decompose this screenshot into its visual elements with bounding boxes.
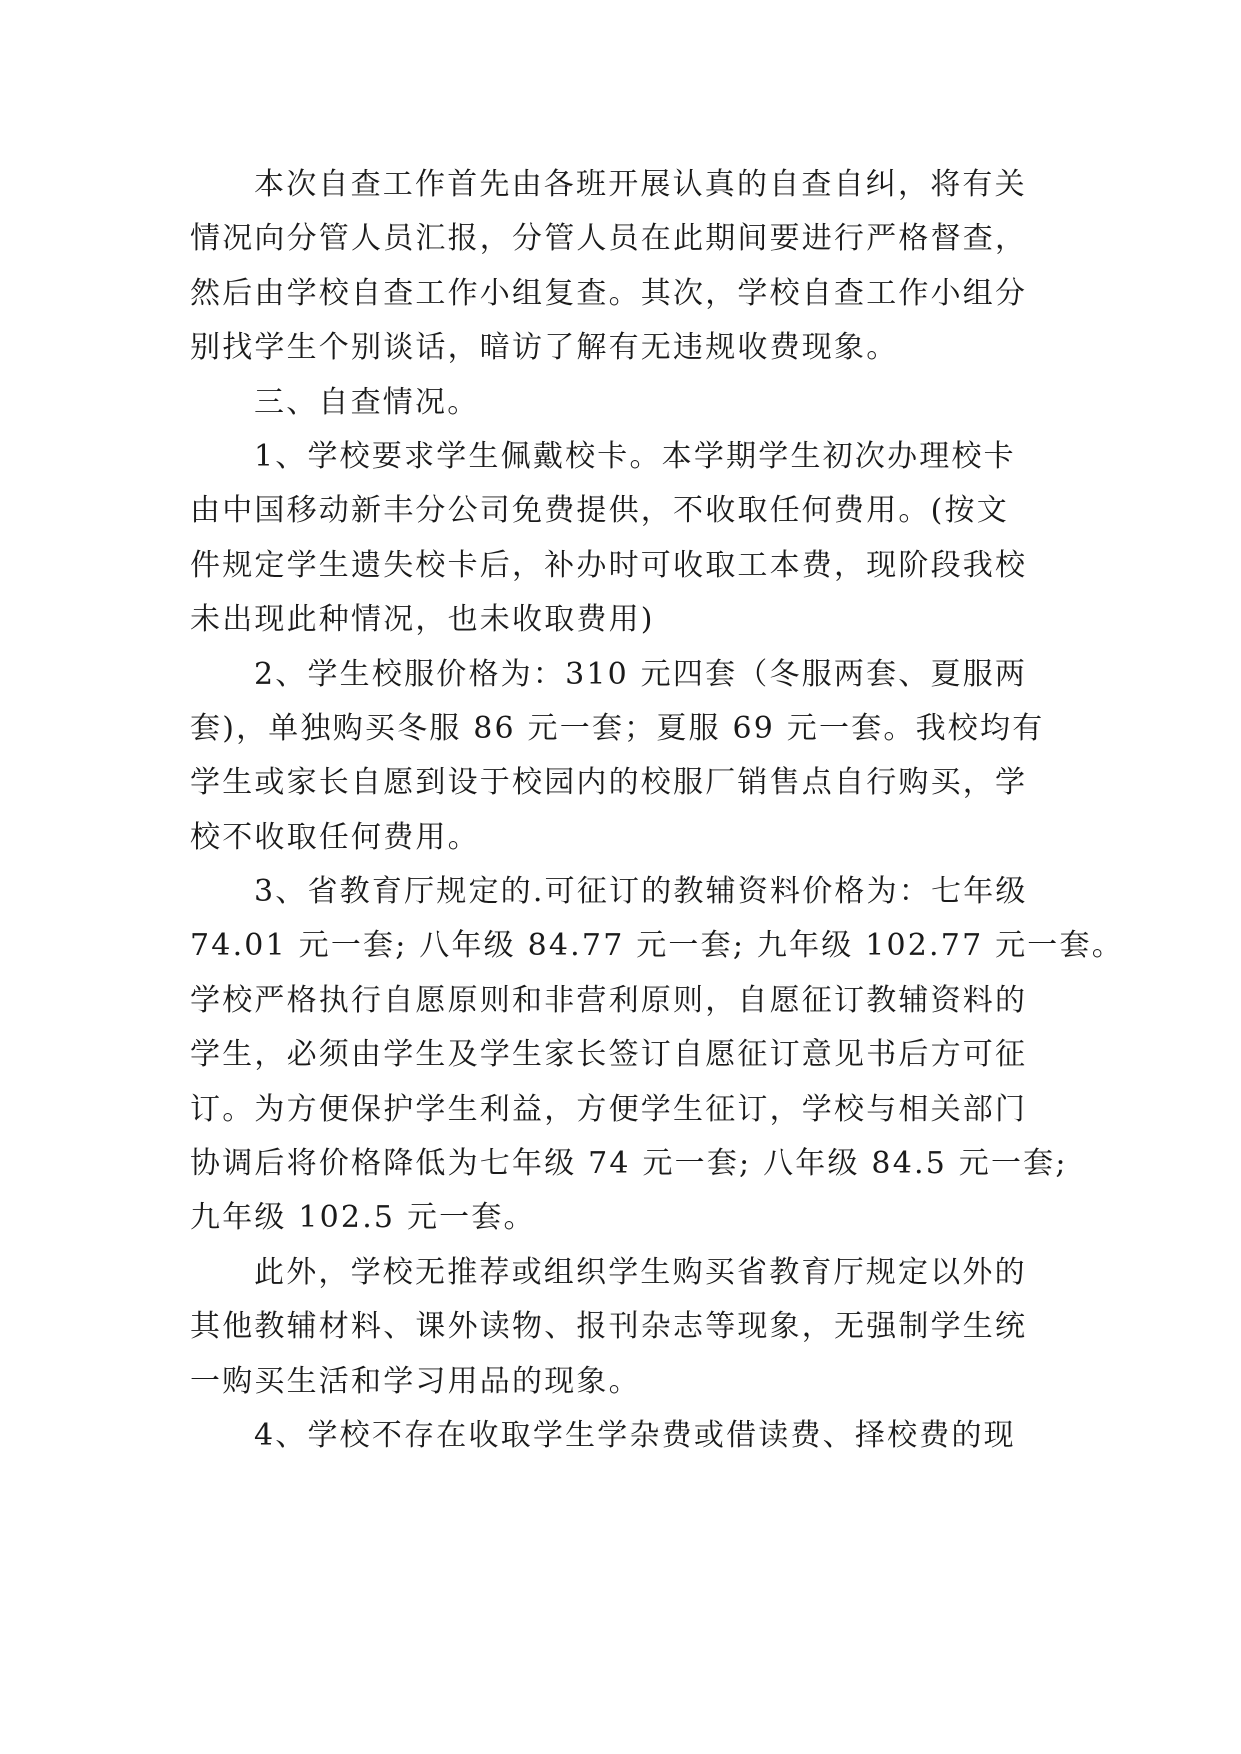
section-heading: 三、自查情况。 bbox=[254, 384, 480, 420]
text-line: 校不收取任何费用。 bbox=[190, 819, 480, 855]
text-line: 学校严格执行自愿原则和非营利原则，自愿征订教辅资料的 bbox=[190, 982, 1028, 1018]
text-line: 74.01 元一套; 八年级 84.77 元一套; 九年级 102.77 元一套。 bbox=[190, 928, 1124, 964]
text-line: 4、学校不存在收取学生学杂费或借读费、择校费的现 bbox=[254, 1417, 1016, 1453]
text-line: 情况向分管人员汇报，分管人员在此期间要进行严格督查， bbox=[190, 221, 1028, 257]
text-line: 件规定学生遗失校卡后，补办时可收取工本费，现阶段我校 bbox=[190, 547, 1028, 583]
text-line: 由中国移动新丰分公司免费提供，不收取任何费用。(按文 bbox=[190, 493, 1009, 529]
text-line: 本次自查工作首先由各班开展认真的自查自纠，将有关 bbox=[254, 167, 1027, 202]
text-line: 别找学生个别谈话，暗访了解有无违规收费现象。 bbox=[190, 330, 899, 366]
document-body bbox=[190, 158, 1124, 1463]
text-line: 协调后将价格降低为七年级 74 元一套; 八年级 84.5 元一套; bbox=[190, 1146, 1068, 1182]
text-line: 九年级 102.5 元一套。 bbox=[190, 1200, 536, 1236]
text-line: 套)，单独购买冬服 86 元一套；夏服 69 元一套。我校均有 bbox=[190, 710, 1045, 746]
text-line: 2、学生校服价格为：310 元四套（冬服两套、夏服两 bbox=[254, 656, 1028, 692]
text-line: 1、学校要求学生佩戴校卡。本学期学生初次办理校卡 bbox=[254, 438, 1016, 474]
text-line: 学生，必须由学生及学生家长签订自愿征订意见书后方可征 bbox=[190, 1037, 1028, 1073]
text-line: 3、省教育厅规定的.可征订的教辅资料价格为：七年级 bbox=[254, 874, 1028, 910]
text-line: 然后由学校自查工作小组复查。其次，学校自查工作小组分 bbox=[190, 275, 1028, 311]
text-line: 一购买生活和学习用品的现象。 bbox=[190, 1363, 641, 1399]
text-line: 订。为方便保护学生利益，方便学生征订，学校与相关部门 bbox=[190, 1091, 1028, 1127]
text-line: 其他教辅材料、课外读物、报刊杂志等现象，无强制学生统 bbox=[190, 1309, 1028, 1345]
text-line: 未出现此种情况，也未收取费用) bbox=[190, 602, 655, 638]
text-line: 此外，学校无推荐或组织学生购买省教育厅规定以外的 bbox=[254, 1254, 1027, 1290]
text-line: 学生或家长自愿到设于校园内的校服厂销售点自行购买，学 bbox=[190, 765, 1028, 801]
